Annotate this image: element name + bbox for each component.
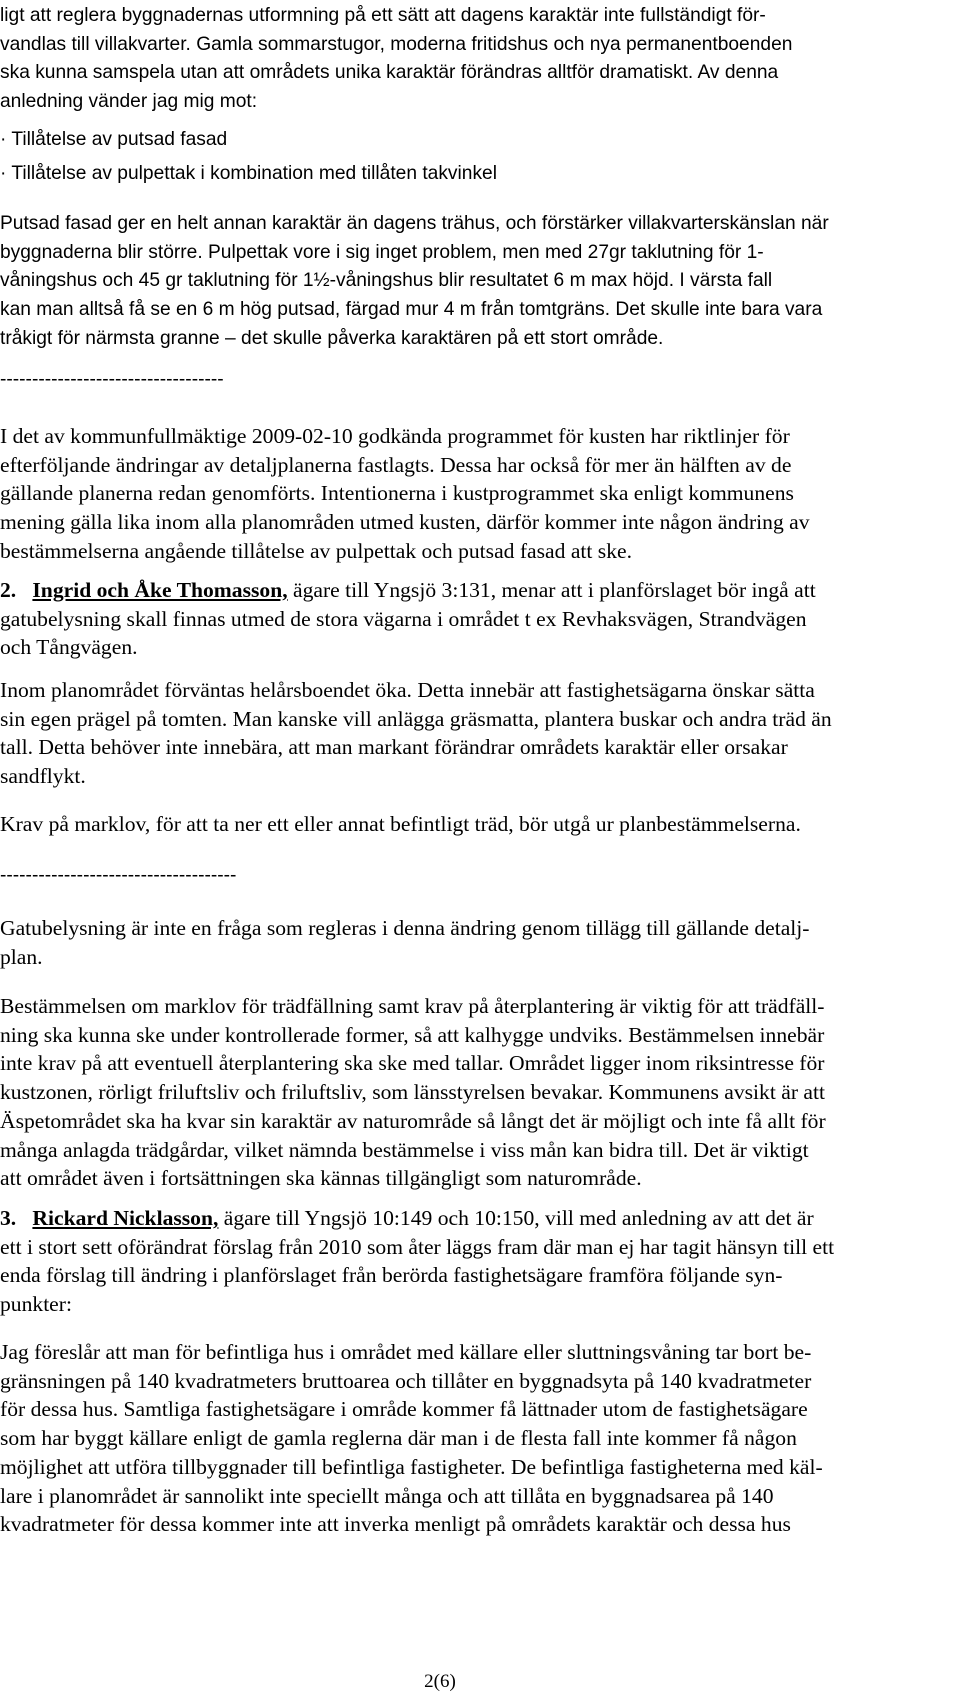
- separator-line: -----------------------------------: [0, 369, 224, 390]
- item-2-paragraph-2: [0, 676, 920, 791]
- text-line: Jag föreslår att man för befintliga hus i området med källare eller sluttningsvåning tar bort be-: [0, 1340, 812, 1364]
- text-line: Putsad fasad ger en helt annan karaktär än dagens trähus, och förstärker villakvarterskänslan när: [0, 213, 829, 234]
- text-line: punkter:: [0, 1292, 72, 1317]
- text-line: enda förslag till ändring i planförslaget från berörda fastighetsägare framföra följande syn-: [0, 1263, 783, 1288]
- bullet-item: · Tillåtelse av putsad fasad: [0, 129, 228, 150]
- item-3-heading-line: [0, 1204, 920, 1233]
- item-2-heading-line: [0, 576, 920, 605]
- text-line: anledning vänder jag mig mot:: [0, 91, 258, 113]
- text-line: Äspetområdet ska ha kvar sin karaktär av naturområde så långt det är möjligt och inte få allt för: [0, 1108, 826, 1133]
- text-line: för dessa hus. Samtliga fastighetsägare i område kommer få lättnader utom de fastighetsägare: [0, 1397, 808, 1422]
- text-line: ligt att reglera byggnadernas utformning på ett sätt att dagens karaktär inte fullständigt för-: [0, 5, 766, 26]
- bullet-list: [0, 126, 920, 155]
- text-line: Krav på marklov, för att ta ner ett eller annat befintligt träd, bör utgå ur planbestämmelserna.: [0, 812, 801, 836]
- text-line: I det av kommunfullmäktige 2009-02-10 godkända programmet för kusten har riktlinjer för: [0, 424, 790, 448]
- text-line: tråkigt för närmsta granne – det skulle påverka karaktären på ett stort område.: [0, 327, 664, 349]
- text-line: bestämmelserna angående tillåtelse av pulpettak och putsad fasad att ske.: [0, 538, 632, 563]
- text-line: mening gälla lika inom alla planområden utmed kusten, därför kommer inte någon ändring av: [0, 510, 810, 535]
- person-name: Rickard Nicklasson,: [32, 1206, 219, 1230]
- separator-2: [0, 862, 920, 891]
- text-line: möjlighet att utföra tillbyggnader till befintliga fastigheter. De befintliga fastigheterna med käl-: [0, 1454, 823, 1479]
- separator-line: -------------------------------------: [0, 865, 237, 886]
- intro-paragraph: [0, 2, 920, 117]
- text-line: Inom planområdet förväntas helårsboendet öka. Detta innebär att fastighetsägarna önskar sätta: [0, 678, 815, 702]
- item-3-paragraph-2: [0, 1338, 920, 1539]
- item-2: [0, 576, 920, 662]
- text-line: efterföljande ändringar av detaljplanerna fastlagts. Dessa har också för mer än hälften av de: [0, 452, 792, 477]
- response-2b: [0, 992, 920, 1193]
- page-number: 2(6): [424, 1671, 456, 1692]
- text-line: lare i planområdet är sannolikt inte speciellt många och att tillåta en byggnadsarea på 140: [0, 1483, 774, 1508]
- text-line: gatubelysning skall finnas utmed de stora vägarna i området t ex Revhaksvägen, Strandvägen: [0, 606, 807, 631]
- response-1: [0, 422, 920, 566]
- text-line: gränsningen på 140 kvadratmeters bruttoarea och tillåter en byggnadsyta på 140 kvadratmeter: [0, 1368, 812, 1393]
- text-line: inte krav på att eventuell återplantering ska ske med tallar. Området ligger inom riksintresse för: [0, 1051, 825, 1076]
- text-line: kustzonen, rörligt friluftsliv och friluftsliv, som länsstyrelsen bevakar. Kommunens avsikt är att: [0, 1080, 826, 1105]
- text-fragment: ägare till Yngsjö 3:131, menar att i planförslaget bör ingå att: [287, 578, 816, 602]
- text-line: ska kunna samspela utan att områdets unika karaktär förändras alltför dramatiskt. Av denna: [0, 62, 779, 84]
- text-line: gällande planerna redan genomförts. Intentionerna i kustprogrammet ska enligt kommunens: [0, 481, 794, 506]
- item-number: 2.: [0, 578, 17, 602]
- putsad-paragraph: [0, 210, 920, 354]
- bullet-list-2: [0, 160, 920, 189]
- text-line: sandflykt.: [0, 764, 86, 789]
- text-line: ning ska kunna ske under kontrollerade former, så att kalhygge undviks. Bestämmelsen innebär: [0, 1022, 825, 1047]
- text-line: ett i stort sett oförändrat förslag från 2010 som åter läggs fram där man ej har tagit hänsyn till ett: [0, 1234, 835, 1259]
- text-line: byggnaderna blir större. Pulpettak vore i sig inget problem, men med 27gr taklutning för 1-: [0, 241, 764, 263]
- text-line: sin egen prägel på tomten. Man kanske vill anlägga gräsmatta, plantera buskar och andra träd än: [0, 706, 832, 731]
- bullet-item: · Tillåtelse av pulpettak i kombination med tillåten takvinkel: [0, 163, 497, 184]
- text-line: att området även i fortsättningen ska kännas tillgängligt som naturområde.: [0, 1166, 642, 1191]
- text-line: plan.: [0, 944, 43, 969]
- text-line: våningshus och 45 gr taklutning för 1½-våningshus blir resultatet 6 m max höjd. I värsta fall: [0, 270, 773, 292]
- text-line: kvadratmeter för dessa kommer inte att inverka menligt på områdets karaktär och dessa hus: [0, 1512, 791, 1537]
- text-line: Gatubelysning är inte en fråga som regleras i denna ändring genom tillägg till gällande detalj-: [0, 916, 810, 940]
- person-name: Ingrid och Åke Thomasson,: [32, 578, 288, 602]
- response-2a: [0, 914, 920, 971]
- text-line: många anlagda trädgårdar, vilket nämnda bestämmelse i viss mån kan bidra till. Det är viktigt: [0, 1137, 809, 1162]
- item-number: 3.: [0, 1206, 17, 1230]
- text-line: Bestämmelsen om marklov för trädfällning samt krav på återplantering är viktig för att trädfäll-: [0, 994, 825, 1018]
- text-line: kan man alltså få se en 6 m hög putsad, färgad mur 4 m från tomtgräns. Det skulle inte bara vara: [0, 299, 823, 321]
- item-2-paragraph-3: [0, 810, 920, 839]
- text-line: vandlas till villakvarter. Gamla sommarstugor, moderna fritidshus och nya permanentboenden: [0, 33, 793, 55]
- item-3: [0, 1204, 920, 1319]
- text-line: och Tångvägen.: [0, 635, 138, 660]
- text-line: tall. Detta behöver inte innebära, att man markant förändrar områdets karaktär eller orsakar: [0, 735, 788, 760]
- text-line: som har byggt källare enligt de gamla reglerna där man i de flesta fall inte kommer få någon: [0, 1426, 797, 1451]
- text-fragment: ägare till Yngsjö 10:149 och 10:150, vill med anledning av att det är: [218, 1206, 814, 1230]
- separator-1: [0, 366, 920, 395]
